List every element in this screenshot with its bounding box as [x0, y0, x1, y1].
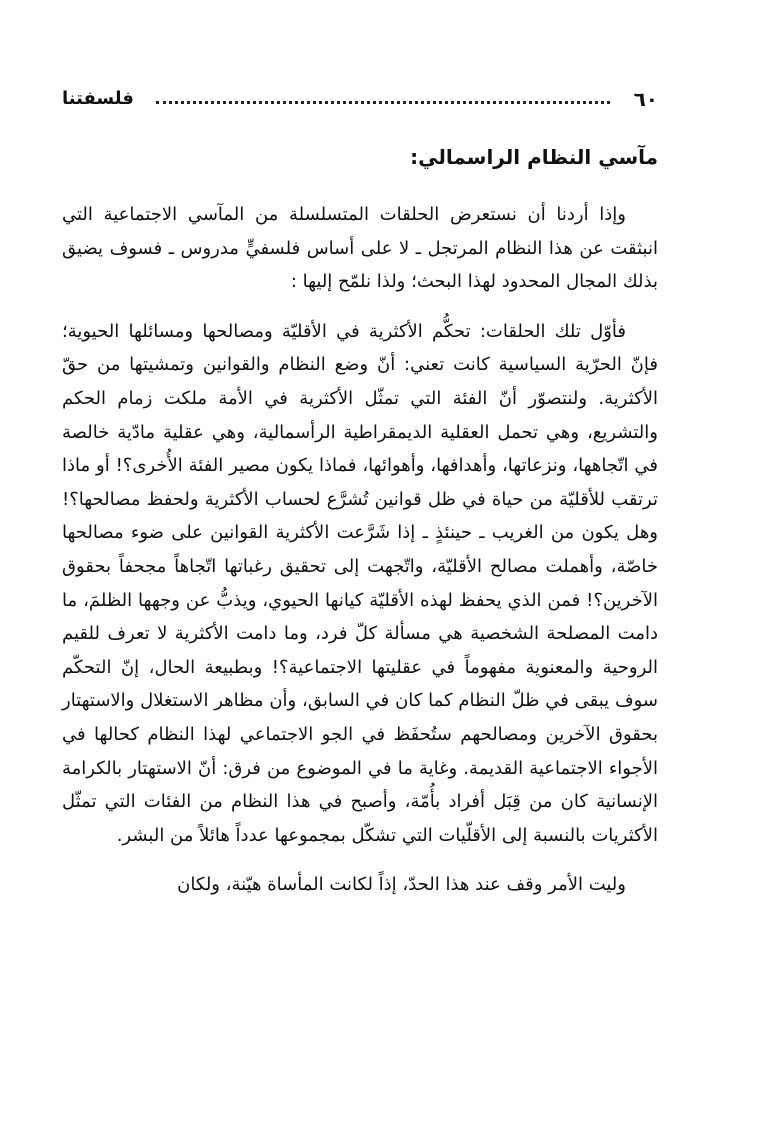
page-body	[62, 140, 658, 918]
paragraph-first-link: فأوّل تلك الحلقات: تحكُّم الأكثرية في الأقليّة ومصالحها ومسائلها الحيوية؛ فإنّ الحرّية السياسية كانت تعني: أنّ وضع النظام والقوانين وتمشيتها من حقّ الأكثرية. ولنتصوّر أنّ الفئة التي تمثّل الأكثرية في الأمة ملكت زمام الحكم والتشريع، وهي تحمل العقلية الديمقراطية الرأسمالية، وهي عقلية مادّية خالصة في اتّجاهها، ونزعاتها، وأهدافها، وأهوائها، فماذا يكون مصير الفئة الأُخرى؟! أو ماذا ترتقب للأقليّة من حياة في ظل قوانين تُشرَّع لحساب الأكثرية ولحفظ مصالحها؟! وهل يكون من الغريب ـ حينئذٍ ـ إذا شَرَّعت الأكثرية القوانين على ضوء مصالحها خاصّة، وأهملت مصالح الأقليّة، واتّجهت إلى تحقيق رغباتها اتّجاهاً مجحفاً بحقوق الآخرين؟! فمن الذي يحفظ لهذه الأقليّة كيانها الحيوي، ويذبُّ عن وجهها الظلمَ، ما دامت المصلحة الشخصية هي مسألة كلّ فرد، وما دامت الأكثرية لا تعرف للقيم الروحية والمعنوية مفهوماً في عقليتها الاجتماعية؟! وبطبيعة الحال، إنّ التحكّم سوف يبقى في ظلّ النظام كما كان في السابق، وأن مظاهر الاستغلال والاستهتار بحقوق الآخرين ومصالحهم ستُحفَظ في الجو الاجتماعي لهذا النظام كحالها في الأجواء الاجتماعية القديمة. وغاية ما في الموضوع من فرق: أنّ الاستهتار بالكرامة الإنسانية كان من قِبَل أفراد بأُمّة، وأصبح في هذا النظام من الفئات التي تمثّل الأكثريات بالنسبة إلى الأقلّيات التي تشكّل بمجموعها عدداً هائلاً من البشر.	[62, 320, 658, 846]
book-title: فلسفتنا	[62, 88, 134, 109]
running-header	[62, 84, 658, 114]
section-title: مآسي النظام الراسمالي:	[410, 145, 658, 169]
paragraph-continuation: وليت الأمر وقف عند هذا الحدّ، إذاً لكانت المأساة هيّنة، ولكان	[177, 874, 626, 896]
header-leader-dots	[156, 101, 610, 104]
paragraph-intro: وإذا أردنا أن نستعرض الحلقات المتسلسلة من المآسي الاجتماعية التي انبثقت عن هذا النظام المرتجل ـ لا على أساس فلسفيٍّ مدروس ـ فسوف يضيق بذلك المجال المحدود لهذا البحث؛ ولذا نلمّح إليها :	[62, 204, 658, 293]
page-number: ٦٠	[633, 87, 658, 111]
